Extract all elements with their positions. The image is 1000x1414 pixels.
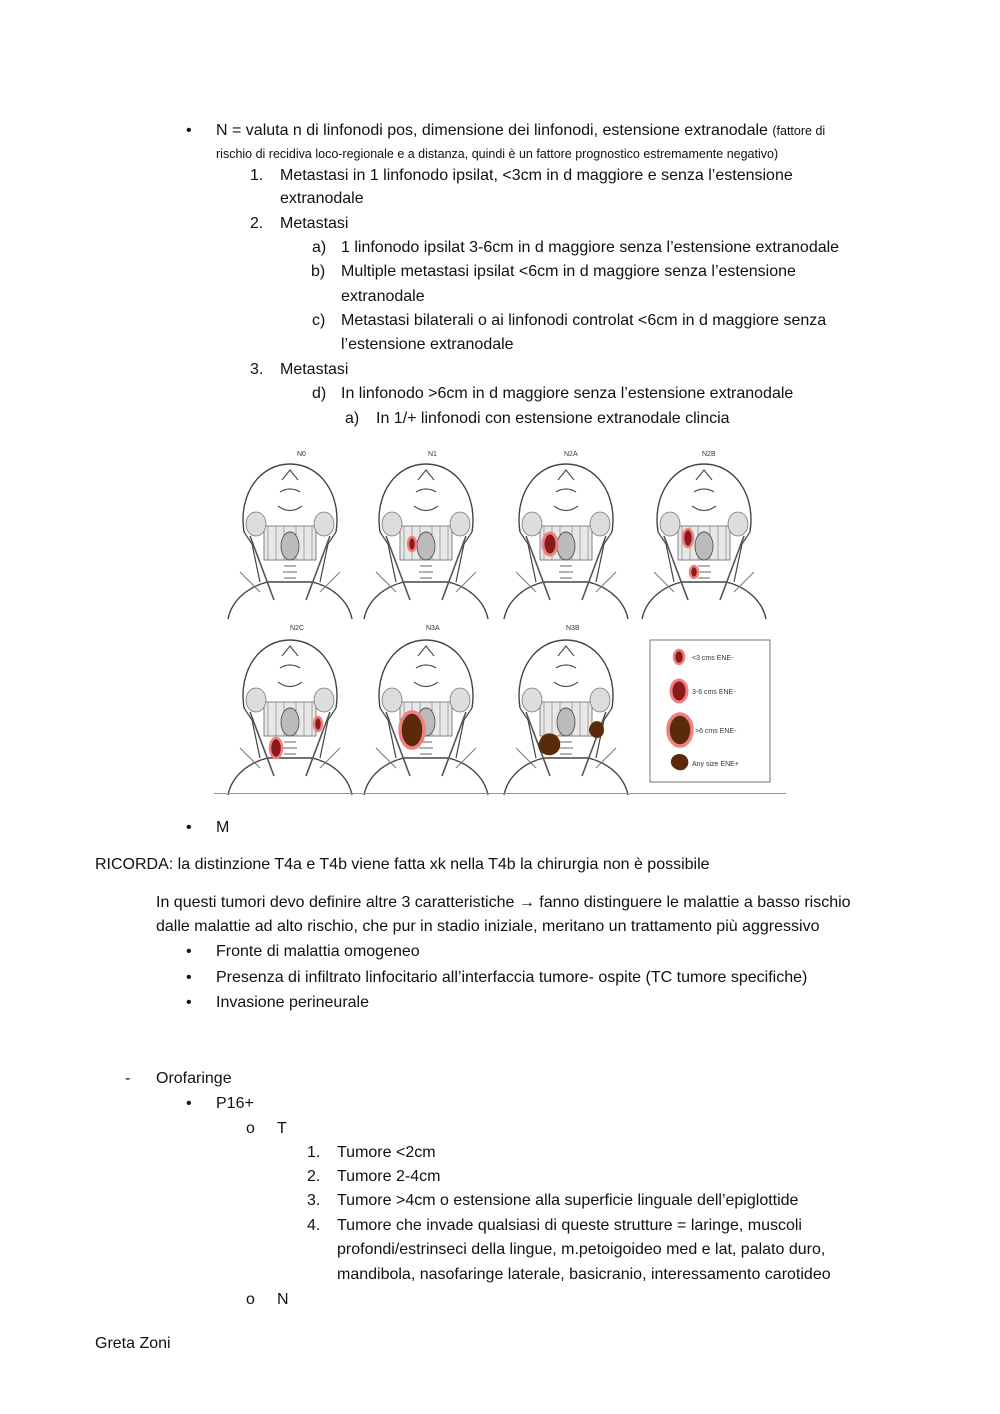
item1-line2: extranodale <box>280 190 364 207</box>
neck-diagram-n3a <box>364 640 488 795</box>
n-intro-small: (fattore di <box>772 124 826 138</box>
node-n1 <box>408 537 416 551</box>
item2-num: 2. <box>250 215 264 232</box>
orofaringe-title: Orofaringe <box>156 1070 232 1087</box>
n-intro-cont: rischio di recidiva loco-regionale e a distanza, quindi è un fattore prognostico estremamente negativo) <box>216 147 779 161</box>
t-item4-line1: Tumore che invade qualsiasi di queste strutture = laringe, muscoli <box>337 1217 802 1234</box>
neck-diagram-n2c <box>228 640 352 795</box>
item3-num: 3. <box>250 361 264 378</box>
node-n3a <box>400 712 424 748</box>
item2-text: Metastasi <box>280 215 349 232</box>
bullet-risk-2: • <box>186 969 192 986</box>
panel-label-n1: N1 <box>428 451 437 458</box>
risk-paragraph-line1: In questi tumori devo definire altre 3 caratteristiche → fanno distinguere le malattie a basso rischio <box>156 894 851 911</box>
node-n2b-upper <box>683 529 693 547</box>
t-item1-num: 1. <box>307 1144 321 1161</box>
risk-bullet-2: Presenza di infiltrato linfocitario all’interfaccia tumore- ospite (TC tumore specifiche) <box>216 969 808 986</box>
legend-label-3: >6 cms ENE- <box>695 728 737 735</box>
item2c-mark: c) <box>312 312 326 329</box>
item3d-text: In linfonodo >6cm in d maggiore senza l’estensione extranodale <box>341 385 794 402</box>
t-item3-text: Tumore >4cm o estensione alla superficie linguale dell’epiglottide <box>337 1192 799 1209</box>
orofaringe-dash: - <box>125 1070 131 1087</box>
t-item2-num: 2. <box>307 1168 321 1185</box>
circle-bullet-n: o <box>246 1291 255 1308</box>
bullet-risk-1: • <box>186 943 192 960</box>
legend-label-2: 3-6 cms ENE- <box>692 689 736 696</box>
node-n2b-lower <box>690 566 698 578</box>
neck-diagram-n2b <box>642 464 766 619</box>
item2c-line1: Metastasi bilaterali o ai linfonodi controlat <6cm in d maggiore senza <box>341 312 827 329</box>
t-item4-line2: profondi/estrinseci della lingue, m.petoigoideo med e lat, palato duro, <box>337 1241 826 1258</box>
neck-diagram-n1 <box>364 464 488 619</box>
n-staging-figure <box>214 440 786 796</box>
item2a-mark: a) <box>312 239 327 256</box>
legend-label-4: Any size ENE+ <box>692 761 739 768</box>
t-item4-line3: mandibola, nasofaringe laterale, basicranio, interessamento carotideo <box>337 1266 831 1283</box>
risk-paragraph-line2: dalle malattie ad alto rischio, che pur in stadio iniziale, meritano un trattamento più aggressivo <box>156 918 820 935</box>
node-n3b-left <box>538 733 560 755</box>
item3d-mark: d) <box>312 385 327 402</box>
m-item: M <box>216 819 230 836</box>
panel-label-n2c: N2C <box>290 625 305 632</box>
item1-line1: Metastasi in 1 linfonodo ipsilat, <3cm in d maggiore e senza l’estensione <box>280 167 793 184</box>
item2b-line2: extranodale <box>341 288 425 305</box>
node-n2a <box>543 533 557 555</box>
neck-diagram-n0 <box>228 464 352 619</box>
risk-bullet-1: Fronte di malattia omogeneo <box>216 943 420 960</box>
figure-bottom-rule <box>214 793 786 794</box>
bullet-risk-3: • <box>186 994 192 1011</box>
item1-num: 1. <box>250 167 264 184</box>
ricorda-note: RICORDA: la distinzione T4a e T4b viene fatta xk nella T4b la chirurgia non è possibile <box>95 856 710 873</box>
t-label: T <box>277 1120 287 1137</box>
panel-label-n0: N0 <box>297 451 306 458</box>
panel-label-n3a: N3A <box>426 625 440 632</box>
t-item4-num: 4. <box>307 1217 321 1234</box>
p16-item: P16+ <box>216 1095 254 1112</box>
item3a-mark: a) <box>345 410 360 427</box>
circle-bullet-t: o <box>246 1120 255 1137</box>
item2c-line2: l’estensione extranodale <box>341 336 514 353</box>
n-intro-main: N = valuta n di linfonodi pos, dimensione dei linfonodi, estensione extranodale <box>216 122 768 139</box>
footer-author: Greta Zoni <box>95 1335 171 1352</box>
panel-label-n2a: N2A <box>564 451 578 458</box>
t-item3-num: 3. <box>307 1192 321 1209</box>
n-label: N <box>277 1291 289 1308</box>
node-n2c-left <box>270 738 282 758</box>
legend-label-1: <3 cms ENE- <box>692 655 734 662</box>
item3-text: Metastasi <box>280 361 349 378</box>
t-item2-text: Tumore 2-4cm <box>337 1168 441 1185</box>
legend-node-large <box>668 714 692 746</box>
panel-label-n2b: N2B <box>702 451 716 458</box>
node-n2c-right <box>314 717 322 731</box>
n-intro <box>216 121 825 141</box>
item2b-mark: b) <box>311 263 326 280</box>
legend-node-small <box>674 650 684 664</box>
bullet-p16: • <box>186 1095 192 1112</box>
item2a-text: 1 linfonodo ipsilat 3-6cm in d maggiore senza l’estensione extranodale <box>341 239 840 256</box>
t-item1-text: Tumore <2cm <box>337 1144 436 1161</box>
bullet-m: • <box>186 819 192 836</box>
legend-node-medium <box>671 680 687 702</box>
item2b-line1: Multiple metastasi ipsilat <6cm in d maggiore senza l’estensione <box>341 263 796 280</box>
panel-label-n3b: N3B <box>566 625 580 632</box>
bullet-n: • <box>186 122 192 139</box>
neck-diagram-n2a <box>504 464 628 619</box>
item3a-text: In 1/+ linfonodi con estensione extranodale clincia <box>376 410 730 427</box>
risk-bullet-3: Invasione perineurale <box>216 994 369 1011</box>
neck-diagram-n3b <box>504 640 628 795</box>
